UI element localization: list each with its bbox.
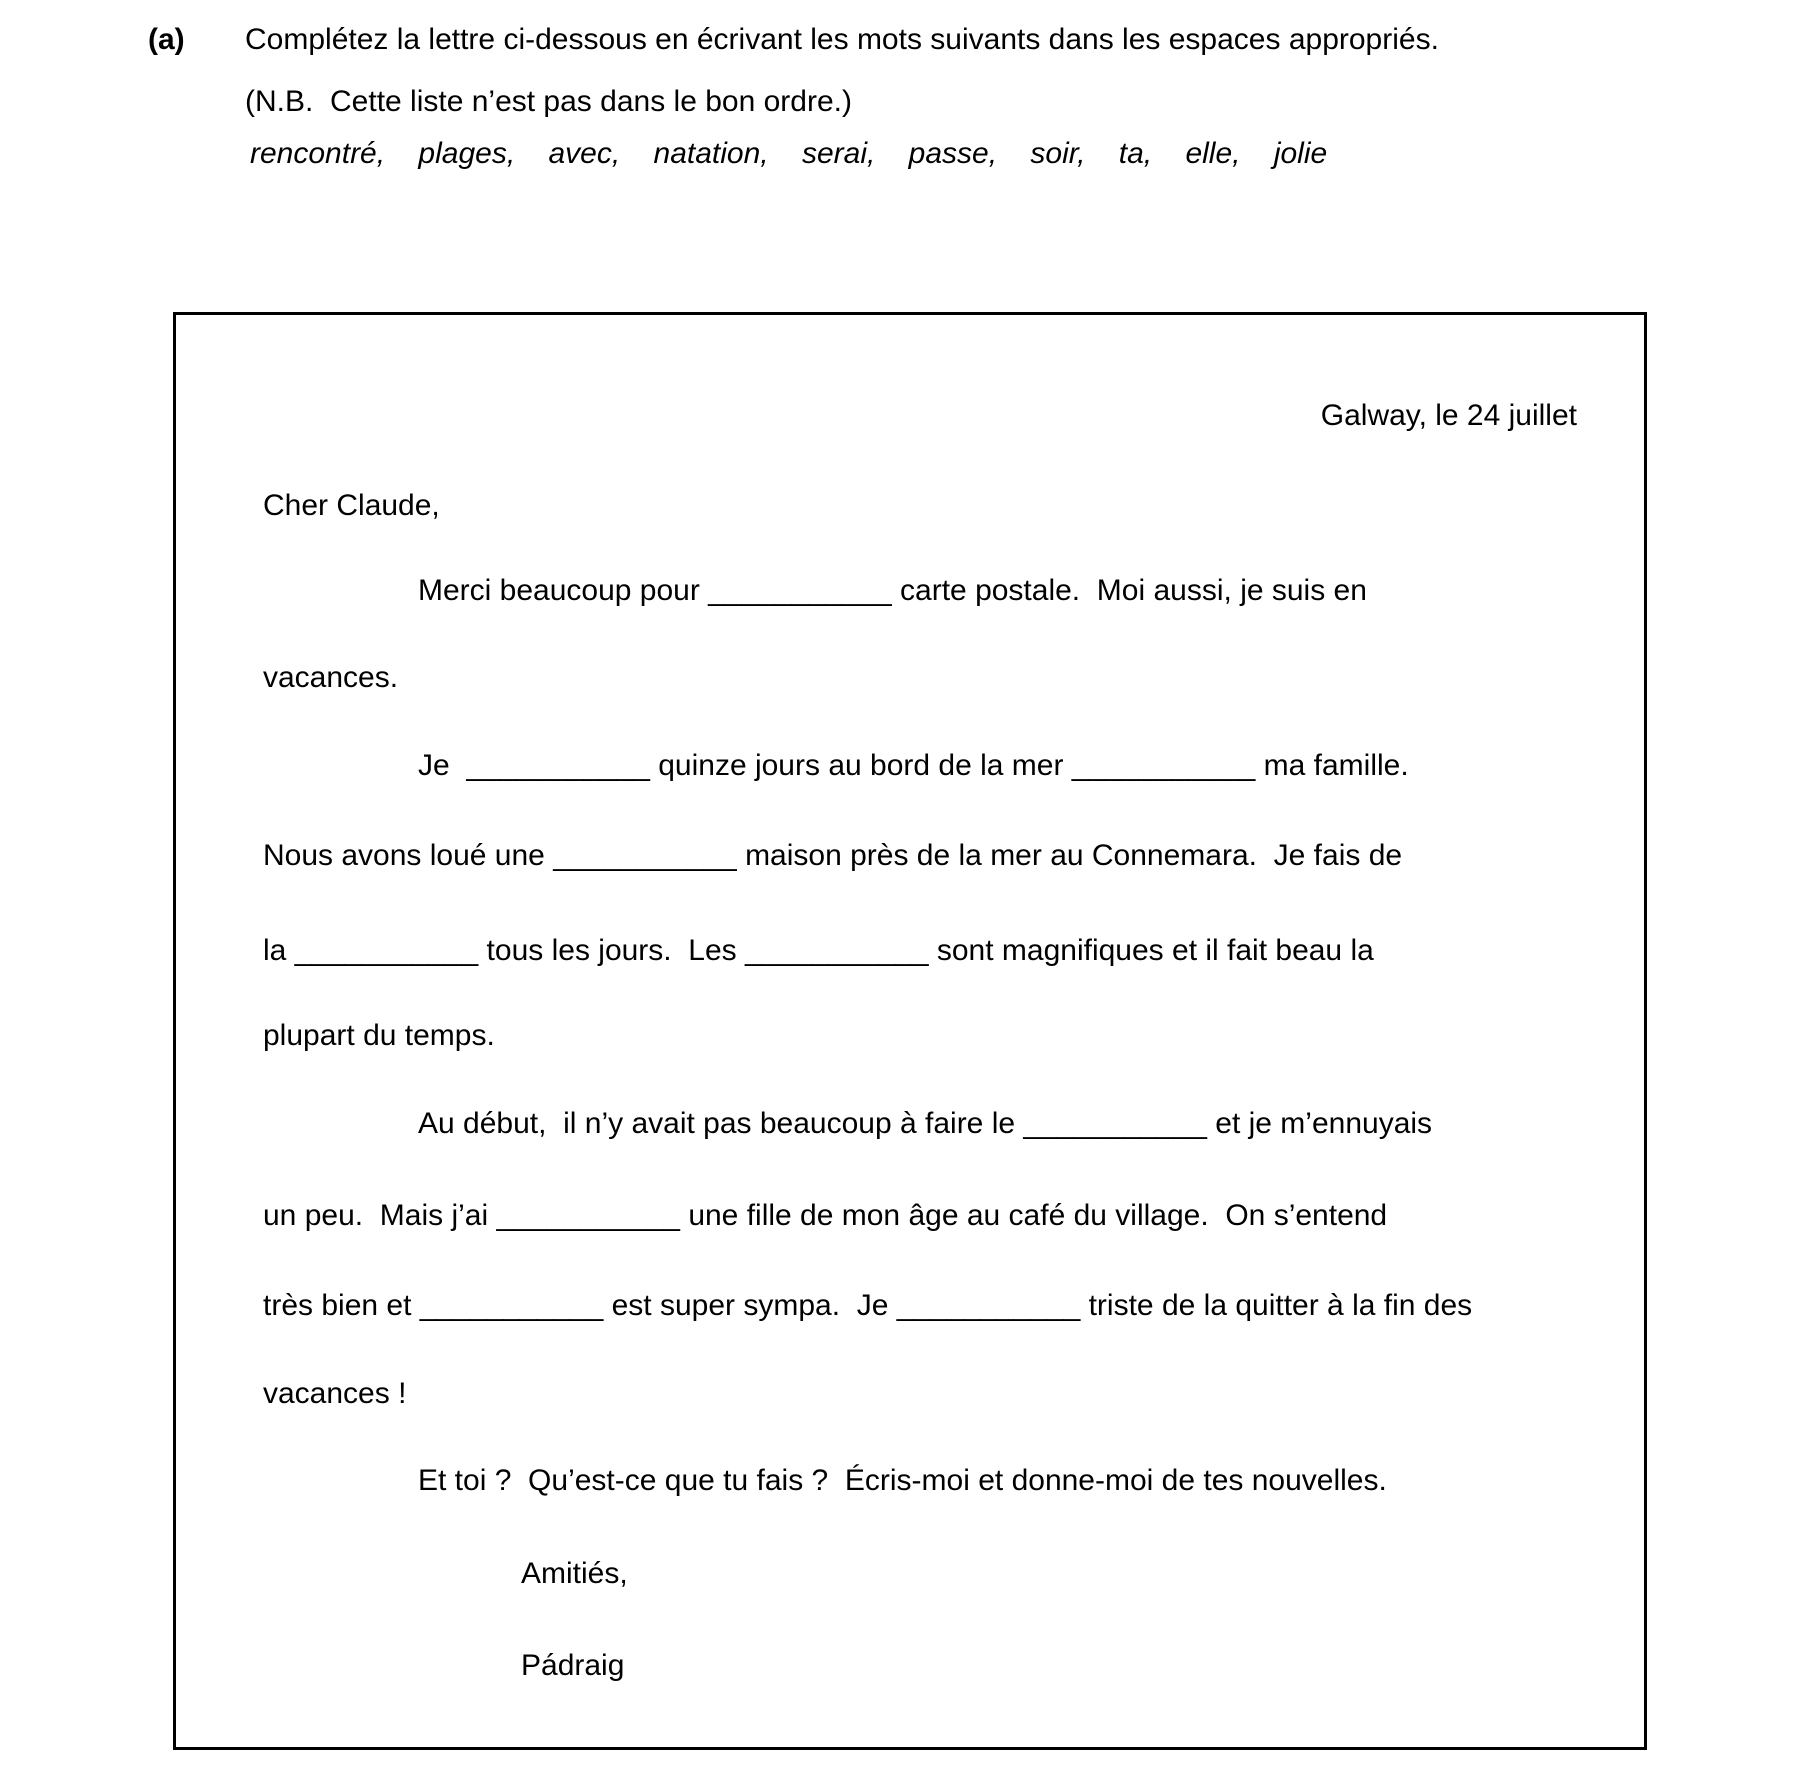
word-bank: rencontré, plages, avec, natation, serai, passe, soir, ta, elle, jolie	[250, 137, 1328, 170]
letter-date: Galway, le 24 juillet	[1320, 399, 1577, 432]
letter-line: Je ___________ quinze jours au bord de la mer ___________ ma famille.	[418, 749, 1409, 782]
letter-line: Nous avons loué une ___________ maison près de la mer au Connemara. Je fais de	[263, 839, 1403, 872]
letter-line: Merci beaucoup pour ___________ carte postale. Moi aussi, je suis en	[418, 574, 1367, 607]
letter-line: plupart du temps.	[263, 1019, 495, 1052]
letter-box	[173, 312, 1647, 1750]
letter-signature: Pádraig	[521, 1649, 625, 1682]
letter-line: vacances !	[263, 1377, 407, 1410]
question-label: (a)	[148, 23, 185, 56]
question-note: (N.B. Cette liste n’est pas dans le bon ordre.)	[245, 85, 852, 118]
letter-line: un peu. Mais j’ai ___________ une fille de mon âge au café du village. On s’entend	[263, 1199, 1388, 1232]
letter-line: très bien et ___________ est super sympa. Je ___________ triste de la quitter à la fin des	[263, 1289, 1473, 1322]
question-instruction: Complétez la lettre ci-dessous en écrivant les mots suivants dans les espaces appropriés.	[245, 23, 1439, 56]
letter-salutation: Cher Claude,	[263, 489, 440, 522]
letter-line: Et toi ? Qu’est-ce que tu fais ? Écris-moi et donne-moi de tes nouvelles.	[418, 1464, 1387, 1497]
letter-line: vacances.	[263, 661, 399, 694]
letter-closing: Amitiés,	[521, 1557, 628, 1590]
letter-line: Au début, il n’y avait pas beaucoup à faire le ___________ et je m’ennuyais	[418, 1107, 1433, 1140]
letter-line: la ___________ tous les jours. Les ___________ sont magnifiques et il fait beau la	[263, 934, 1374, 967]
